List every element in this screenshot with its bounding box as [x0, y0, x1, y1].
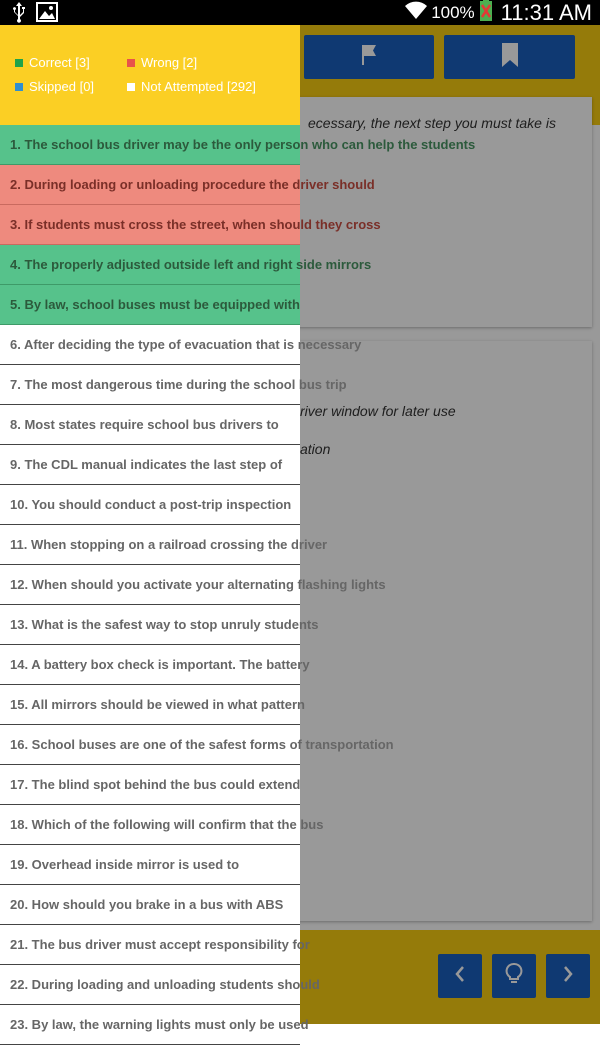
- question-list-item-label: 12. When should you activate your alternating flashing lights: [10, 577, 386, 592]
- question-list-item[interactable]: [0, 285, 300, 325]
- legend-correct-label: Correct [3]: [29, 55, 90, 70]
- legend-wrong-swatch: [127, 59, 135, 67]
- question-text: ecessary, the next step you must take is: [308, 115, 556, 131]
- legend-correct-swatch: [15, 59, 23, 67]
- battery-charging-icon: [479, 0, 493, 26]
- question-list-item-label: 13. What is the safest way to stop unruly students: [10, 617, 319, 632]
- question-list-item[interactable]: [0, 605, 319, 645]
- question-list-item[interactable]: [0, 245, 372, 285]
- question-list-item-label: 14. A battery box check is important. The battery: [10, 657, 310, 672]
- answer-option[interactable]: river window for later use: [300, 403, 456, 419]
- legend-correct: [15, 55, 90, 70]
- clock: 11:31 AM: [500, 0, 592, 25]
- status-bar: [0, 0, 600, 25]
- image-icon: [36, 2, 58, 27]
- question-list-item-label: 4. The properly adjusted outside left and right side mirrors: [10, 257, 372, 272]
- battery-percent: 100%: [431, 2, 475, 22]
- usb-icon: [12, 2, 26, 27]
- question-list-item[interactable]: [0, 445, 300, 485]
- question-list-item-label: 8. Most states require school bus drivers to: [10, 417, 279, 432]
- legend-wrong: [127, 55, 197, 70]
- question-list-item[interactable]: [0, 805, 324, 845]
- question-list-item-label: 6. After deciding the type of evacuation that is necessary: [10, 337, 362, 352]
- question-list-item-label: 16. School buses are one of the safest forms of transportation: [10, 737, 394, 752]
- question-list-item-label: 18. Which of the following will confirm that the bus: [10, 817, 324, 832]
- question-list-item-label: 21. The bus driver must accept responsibility for: [10, 937, 310, 952]
- question-list-item-label: 2. During loading or unloading procedure the driver should: [10, 177, 375, 192]
- question-list-item-label: 1. The school bus driver may be the only person who can help the students: [10, 137, 476, 152]
- question-list-item[interactable]: [0, 885, 300, 925]
- question-list-item[interactable]: [0, 405, 300, 445]
- question-list-item[interactable]: [0, 525, 328, 565]
- question-list-item[interactable]: [0, 645, 310, 685]
- question-list-item[interactable]: [0, 485, 300, 525]
- question-list-item-label: 3. If students must cross the street, when should they cross: [10, 217, 381, 232]
- legend-skipped-swatch: [15, 83, 23, 91]
- question-list-item[interactable]: [0, 125, 476, 165]
- question-list-item-label: 19. Overhead inside mirror is used to: [10, 857, 240, 872]
- question-list-item-label: 20. How should you brake in a bus with ABS: [10, 897, 284, 912]
- question-list-item-label: 7. The most dangerous time during the school bus trip: [10, 377, 347, 392]
- question-list-item[interactable]: [0, 1005, 309, 1045]
- question-list-item[interactable]: [0, 205, 381, 245]
- legend-not-attempted-label: Not Attempted [292]: [141, 79, 256, 94]
- answer-option[interactable]: ation: [300, 441, 331, 457]
- question-list-item[interactable]: [0, 565, 386, 605]
- legend-skipped: [15, 79, 94, 94]
- question-list-item-label: 5. By law, school buses must be equipped with: [10, 297, 300, 312]
- question-list-item-label: 22. During loading and unloading students should: [10, 977, 320, 992]
- question-list-item[interactable]: [0, 725, 394, 765]
- question-list-item[interactable]: [0, 325, 362, 365]
- question-list-item[interactable]: [0, 685, 305, 725]
- question-list-item[interactable]: [0, 845, 300, 885]
- legend-not-attempted-swatch: [127, 83, 135, 91]
- legend-skipped-label: Skipped [0]: [29, 79, 95, 94]
- question-list-item[interactable]: [0, 365, 347, 405]
- question-list-item-label: 17. The blind spot behind the bus could extend: [10, 777, 301, 792]
- question-list-item-label: 11. When stopping on a railroad crossing the driver: [10, 537, 328, 552]
- question-list-item[interactable]: [0, 165, 375, 205]
- question-list-item[interactable]: [0, 965, 320, 1005]
- legend-not-attempted: [127, 79, 256, 94]
- wifi-icon: [405, 0, 427, 25]
- question-list-item-label: 10. You should conduct a post-trip inspection: [10, 497, 292, 512]
- question-list-item[interactable]: [0, 765, 300, 805]
- question-list-item-label: 23. By law, the warning lights must only be used: [10, 1017, 309, 1032]
- status-legend: [0, 25, 300, 125]
- question-list-item-label: 15. All mirrors should be viewed in what pattern: [10, 697, 305, 712]
- legend-wrong-label: Wrong [2]: [141, 55, 198, 70]
- question-list-item[interactable]: [0, 925, 310, 965]
- question-list-item-label: 9. The CDL manual indicates the last step of: [10, 457, 283, 472]
